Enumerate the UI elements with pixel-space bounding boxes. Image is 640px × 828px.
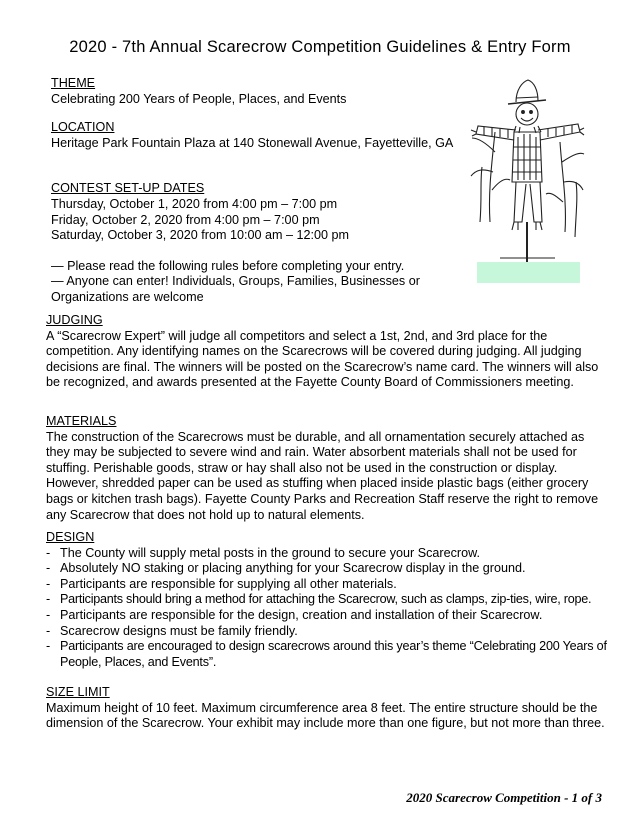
design-rule: - Participants are encouraged to design scarecrows around this year’s theme “Celebrating 200 Years of People, Places, and Events”. <box>46 639 608 670</box>
note-line: Organizations are welcome <box>51 289 204 304</box>
materials-text: The construction of the Scarecrows must be durable, and all ornamentation securely attached as they may be subjected to severe wind and rain. Water absorbent materials shall not be used for stuffing. Perishable goods, straw or hay shall also not be used in the construction or display. However, shredded paper can be used as stuffing when placed inside plastic bags (either grocery bags or kitchen trash bags). Fayette County Parks and Recreation Staff reserve the right to remove any Scarecrow that does not hold up to natural elements. <box>46 429 599 522</box>
size-limit-heading: SIZE LIMIT <box>46 685 110 699</box>
judging-section <box>46 313 606 391</box>
setup-date: Thursday, October 1, 2020 from 4:00 pm – 7:00 pm <box>51 196 338 211</box>
location-heading: LOCATION <box>51 120 115 135</box>
intro-section <box>51 76 461 306</box>
note-line: — Anyone can enter! Individuals, Groups, Families, Businesses or <box>51 274 420 289</box>
setup-date: Friday, October 2, 2020 from 4:00 pm – 7:00 pm <box>51 212 320 227</box>
highlight-box <box>477 262 580 283</box>
size-limit-section <box>46 685 608 732</box>
design-rule: - Participants should bring a method for attaching the Scarecrow, such as clamps, zip-ties, wire, rope. <box>46 592 608 608</box>
theme-text: Celebrating 200 Years of People, Places, and Events <box>51 91 347 106</box>
design-section <box>46 530 608 670</box>
design-rules-list <box>46 546 608 671</box>
setup-heading: CONTEST SET-UP DATES <box>51 181 205 196</box>
judging-text: A “Scarecrow Expert” will judge all competitors and select a 1st, 2nd, and 3rd place for the competition. Any identifying names on the Scarecrows will be covered during judging. All judging decisions are final. The winners will be posted on the Scarecrow’s name card. The winners will also be recognized, and awards presented at the Fayette County Board of Commissioners meeting. <box>46 328 599 390</box>
page-footer: 2020 Scarecrow Competition - 1 of 3 <box>406 790 602 805</box>
judging-heading: JUDGING <box>46 313 103 327</box>
design-rule: - The County will supply metal posts in the ground to secure your Scarecrow. <box>46 546 608 562</box>
scarecrow-illustration <box>470 72 585 264</box>
size-limit-text: Maximum height of 10 feet. Maximum circumference area 8 feet. The entire structure should be the dimension of the Scarecrow. Your exhibit may include more than one figure, but not more than three. <box>46 700 605 731</box>
design-rule: - Participants are responsible for the design, creation and installation of their Scarecrow. <box>46 608 608 624</box>
design-heading: DESIGN <box>46 530 95 544</box>
location-text: Heritage Park Fountain Plaza at 140 Stonewall Avenue, Fayetteville, GA <box>51 135 454 150</box>
note-line: — Please read the following rules before completing your entry. <box>51 258 405 273</box>
materials-heading: MATERIALS <box>46 414 117 428</box>
theme-heading: THEME <box>51 76 96 90</box>
setup-date: Saturday, October 3, 2020 from 10:00 am – 12:00 pm <box>51 228 349 243</box>
design-rule: - Scarecrow designs must be family friendly. <box>46 624 608 640</box>
page-title: 2020 - 7th Annual Scarecrow Competition Guidelines & Entry Form <box>69 38 571 56</box>
design-rule: - Absolutely NO staking or placing anything for your Scarecrow display in the ground. <box>46 561 608 577</box>
design-rule: - Participants are responsible for supplying all other materials. <box>46 577 608 593</box>
materials-section <box>46 414 606 523</box>
